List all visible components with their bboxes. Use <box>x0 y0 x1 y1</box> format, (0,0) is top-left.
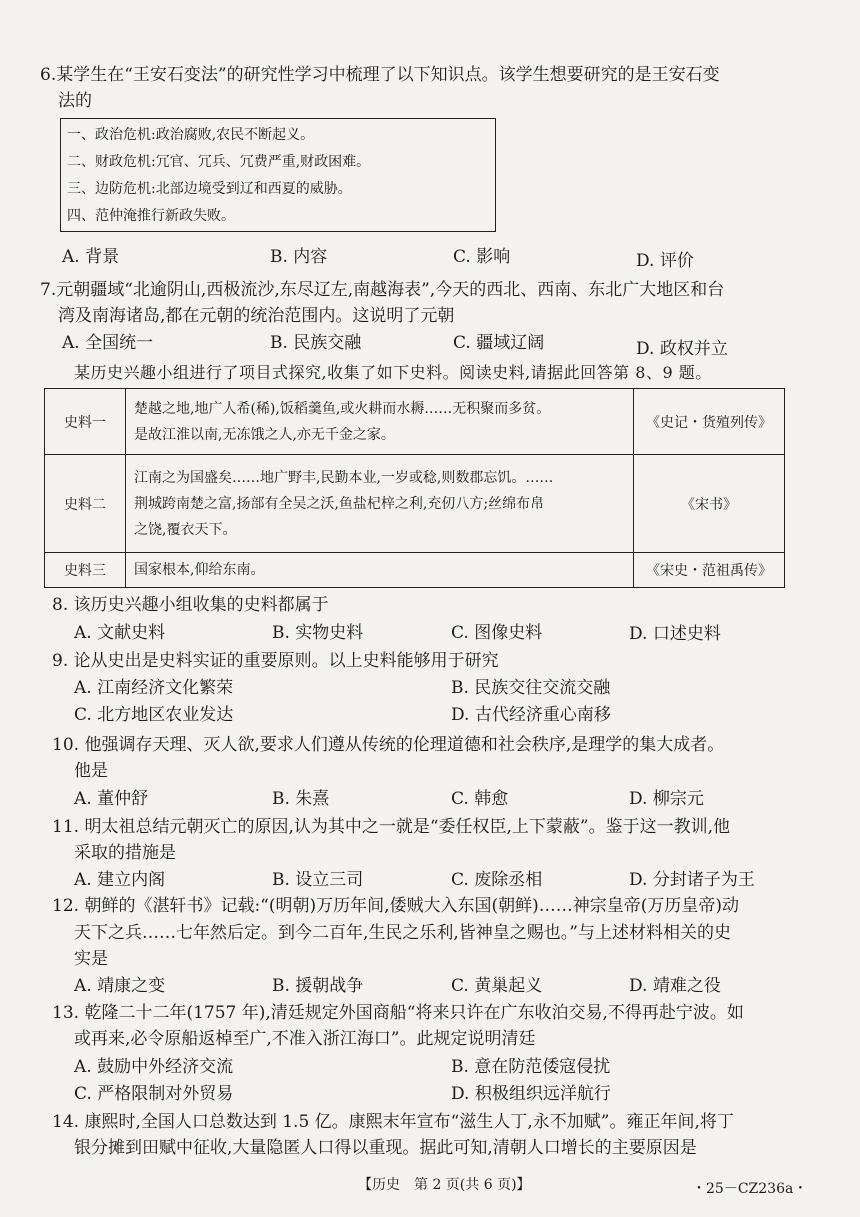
q6-option-a: A. 背景 <box>62 247 120 267</box>
q12-stem-line1: 12. 朝鲜的《湛轩书》记载:“(明朝)万历年间,倭贼大入东国(朝鲜)……神宗皇帝(万历皇帝)动 <box>52 896 740 916</box>
q13-option-c: C. 严格限制对外贸易 <box>74 1084 234 1104</box>
q6-box-line: 三、边防危机:北部边境受到辽和西夏的威胁。 <box>67 181 352 197</box>
q8-option-b: B. 实物史料 <box>272 623 364 643</box>
q6-stem-line1: 6.某学生在“王安石变法”的研究性学习中梳理了以下知识点。该学生想要研究的是王安石变 <box>40 65 720 85</box>
q7-stem-line1: 7.元朝疆域“北逾阴山,西极流沙,东尽辽左,南越海表”,今天的西北、西南、东北广大地区和台 <box>40 280 725 300</box>
exam-code: ・25－CZ236a・ <box>692 1181 808 1197</box>
q12-option-b: B. 援朝战争 <box>272 976 364 996</box>
source-label: 史料三 <box>45 553 126 588</box>
q7-stem-line2: 湾及南海诸岛,都在元朝的统治范围内。这说明了元朝 <box>58 306 455 326</box>
q8-option-a: A. 文献史料 <box>74 623 166 643</box>
source-table <box>44 388 785 588</box>
q10-option-c: C. 韩愈 <box>451 789 509 809</box>
source-label: 史料二 <box>45 455 126 553</box>
q10-stem-line1: 10. 他强调存天理、灭人欲,要求人们遵从传统的伦理道德和社会秩序,是理学的集大成者。 <box>52 735 725 755</box>
source-line: 楚越之地,地广人希(稀),饭稻羹鱼,或火耕而水耨……无积聚而多贫。 <box>134 400 551 417</box>
source-reference: 《宋史・范祖禹传》 <box>634 553 785 588</box>
q10-option-a: A. 董仲舒 <box>74 789 149 809</box>
q13-option-a: A. 鼓励中外经济交流 <box>74 1057 234 1077</box>
q10-stem-line2: 他是 <box>74 761 108 781</box>
q13-option-d: D. 积极组织远洋航行 <box>451 1084 611 1104</box>
q12-option-a: A. 靖康之变 <box>74 976 166 996</box>
q7-option-a: A. 全国统一 <box>62 333 154 353</box>
q10-option-b: B. 朱熹 <box>272 789 330 809</box>
source-line: 国家根本,仰给东南。 <box>134 562 265 578</box>
q6-knowledge-box <box>60 118 496 232</box>
q6-box-line: 四、范仲淹推行新政失败。 <box>67 208 235 224</box>
q9-option-c: C. 北方地区农业发达 <box>74 705 234 725</box>
q14-stem-line1: 14. 康熙时,全国人口总数达到 1.5 亿。康熙末年宣布“滋生人丁,永不加赋”。雍正年间,将丁 <box>52 1112 734 1132</box>
q8-stem: 8. 该历史兴趣小组收集的史料都属于 <box>52 595 329 615</box>
q13-option-b: B. 意在防范倭寇侵扰 <box>451 1057 611 1077</box>
q11-option-a: A. 建立内阁 <box>74 870 166 890</box>
source-label: 史料一 <box>45 389 126 455</box>
q7-option-b: B. 民族交融 <box>270 333 362 353</box>
q14-stem-line2: 银分摊到田赋中征收,大量隐匿人口得以重现。据此可知,清朝人口增长的主要原因是 <box>74 1138 697 1158</box>
q8-option-d: D. 口述史料 <box>629 624 721 644</box>
q11-option-b: B. 设立三司 <box>272 870 364 890</box>
q10-option-d: D. 柳宗元 <box>629 789 704 809</box>
source-row <box>45 455 785 553</box>
q7-option-c: C. 疆域辽阔 <box>453 333 545 353</box>
source-line: 是故江淮以南,无冻饿之人,亦无千金之家。 <box>134 426 395 443</box>
source-line: 荆城跨南楚之富,扬部有全吴之沃,鱼盐杞梓之利,充仞八方;丝绵布帛 <box>134 495 545 512</box>
q9-option-d: D. 古代经济重心南移 <box>451 705 611 725</box>
q9-option-a: A. 江南经济文化繁荣 <box>74 678 234 698</box>
q11-stem-line1: 11. 明太祖总结元朝灭亡的原因,认为其中之一就是“委任权臣,上下蒙蔽”。鉴于这一教训,他 <box>52 817 731 837</box>
q13-stem-line1: 13. 乾隆二十二年(1757 年),清廷规定外国商船“将来只许在广东收泊交易,不得再赴宁波。如 <box>52 1003 744 1023</box>
source-intro: 某历史兴趣小组进行了项目式探究,收集了如下史料。阅读史料,请据此回答第 8、9 题。 <box>74 363 712 382</box>
q6-option-d: D. 评价 <box>636 251 694 271</box>
q11-option-d: D. 分封诸子为王 <box>629 870 755 890</box>
source-row <box>45 553 785 588</box>
source-reference: 《史记・货殖列传》 <box>634 389 785 455</box>
page-footer: 【历史 第 2 页(共 6 页)】 <box>358 1177 531 1193</box>
q12-option-d: D. 靖难之役 <box>629 976 721 996</box>
q6-stem-line2: 法的 <box>58 91 92 111</box>
q6-option-b: B. 内容 <box>270 247 328 267</box>
q9-option-b: B. 民族交往交流交融 <box>451 678 611 698</box>
q9-stem: 9. 论从史出是史料实证的重要原则。以上史料能够用于研究 <box>52 651 499 671</box>
source-reference: 《宋书》 <box>634 455 785 553</box>
q12-option-c: C. 黄巢起义 <box>451 976 543 996</box>
q7-option-d: D. 政权并立 <box>636 339 728 359</box>
q11-stem-line2: 采取的措施是 <box>74 843 176 863</box>
q12-stem-line2: 天下之兵……七年然后定。到今二百年,生民之乐利,皆神皇之赐也。”与上述材料相关的史 <box>74 923 731 943</box>
q11-option-c: C. 废除丞相 <box>451 870 543 890</box>
q6-box-line: 一、政治危机:政治腐败,农民不断起义。 <box>67 127 315 143</box>
source-text <box>126 389 634 455</box>
q8-option-c: C. 图像史料 <box>451 623 543 643</box>
q6-option-c: C. 影响 <box>453 247 511 267</box>
q6-box-line: 二、财政危机:冗官、冗兵、冗费严重,财政困难。 <box>67 154 371 170</box>
source-text <box>126 553 634 588</box>
q12-stem-line3: 实是 <box>74 949 108 969</box>
source-row <box>45 389 785 455</box>
source-line: 江南之为国盛矣……地广野丰,民勤本业,一岁或稔,则数郡忘饥。…… <box>134 469 554 486</box>
source-text <box>126 455 634 553</box>
q13-stem-line2: 或再来,必令原船返棹至广,不准入浙江海口”。此规定说明清廷 <box>74 1029 536 1049</box>
source-line: 之饶,覆衣天下。 <box>134 521 237 538</box>
